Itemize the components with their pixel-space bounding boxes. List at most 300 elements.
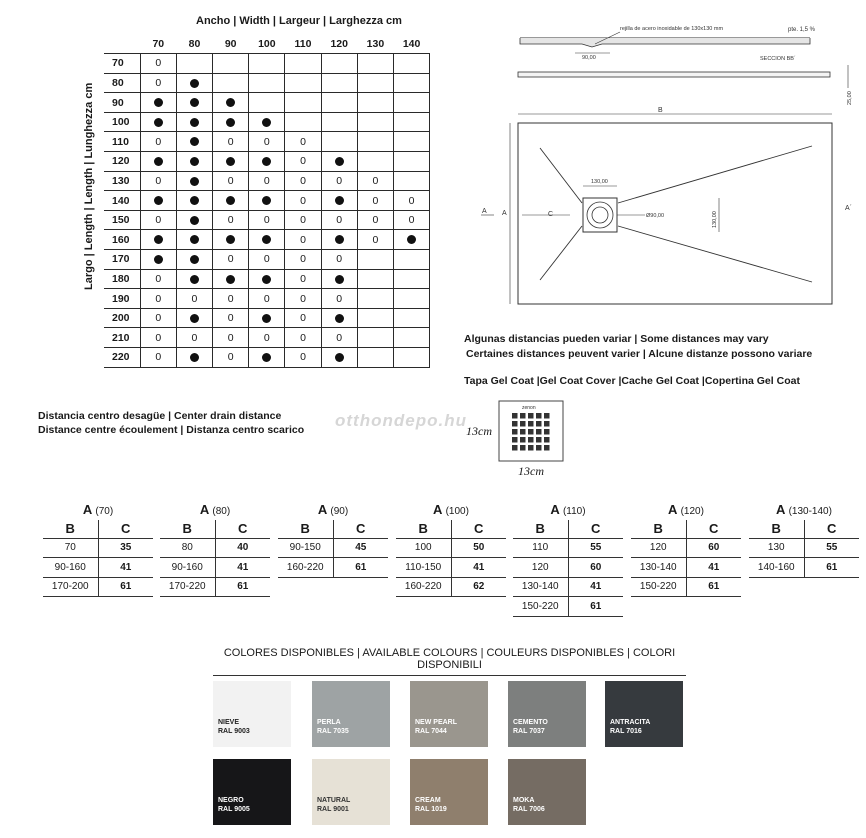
matrix-cell: 0 [140,54,176,74]
matrix-cell-empty [357,269,393,289]
color-swatch [213,681,291,747]
length-b-cell: 140-160 [749,558,804,578]
matrix-cell: 0 [213,210,249,230]
section-label: SECCION BB´ [760,56,796,62]
matrix-row-header: 190 [104,289,140,309]
cover-slot [528,445,534,451]
matrix-cell-empty [176,54,212,74]
matrix-cell: 0 [285,210,321,230]
dot-icon [154,98,163,107]
matrix-row [104,191,430,211]
swatch-ral: RAL 9001 [317,806,349,813]
table-row [631,577,741,597]
color-swatch [410,759,488,825]
dot-icon [335,196,344,205]
matrix-cell: 0 [249,289,285,309]
matrix-cell: 0 [321,171,357,191]
dot-icon [262,314,271,323]
cover-slot [536,445,542,451]
dot-icon [226,235,235,244]
distance-c-cell: 61 [568,597,623,617]
color-swatch [508,759,586,825]
distance-table-heading [749,502,859,520]
matrix-row-header: 180 [104,269,140,289]
matrix-cell-empty [213,73,249,93]
matrix-col-header: 80 [188,37,201,50]
matrix-cell: 0 [285,132,321,152]
swatch-name: NATURAL [317,797,351,804]
dim-c: C [548,211,554,218]
matrix-cell-empty [321,54,357,74]
matrix-cell-dot [176,191,212,211]
swatch-label [610,718,650,736]
matrix-cell-empty [285,73,321,93]
matrix-cell-empty [321,73,357,93]
matrix-cell-empty [394,250,430,270]
matrix-cell-empty [249,73,285,93]
matrix-cell: 0 [321,289,357,309]
matrix-cell: 0 [249,210,285,230]
matrix-col-header: 90 [224,37,237,50]
dot-icon [262,353,271,362]
length-b-cell: 90-160 [43,558,98,578]
matrix-cell: 0 [285,230,321,250]
matrix-row-header: 130 [104,171,140,191]
matrix-cell: 0 [140,210,176,230]
dim-90: 90,00 [582,55,596,61]
dot-icon [154,196,163,205]
matrix-cell: 0 [213,308,249,328]
distance-c-cell: 41 [215,558,270,578]
matrix-cell: 0 [176,289,212,309]
width-a-value: (90) [330,506,349,517]
table-row [631,558,741,578]
matrix-cell-empty [357,73,393,93]
cover-slot [512,437,518,443]
distance-table [43,502,153,597]
distance-table-heading [160,502,270,520]
dim-130-h: 130,00 [591,179,608,185]
col-header-b: B [278,520,333,538]
matrix-cell-empty [249,54,285,74]
matrix-cell-dot [213,230,249,250]
cover-slot [520,429,526,435]
matrix-cell: 0 [357,230,393,250]
length-b-cell: 170-200 [43,577,98,597]
distance-c-cell: 41 [451,558,506,578]
matrix-cell-dot [176,308,212,328]
matrix-cell-empty [357,289,393,309]
col-header-b: B [631,520,686,538]
matrix-row [104,308,430,328]
col-header-c: C [215,520,270,538]
matrix-cell-empty [394,112,430,132]
swatch-label [513,796,545,814]
table-row [160,538,270,558]
cover-slot [536,413,542,419]
cover-slot [512,421,518,427]
swatch-label [415,718,457,736]
cover-slot [544,437,550,443]
dot-icon [262,235,271,244]
colors-title: COLORES DISPONIBLES | AVAILABLE COLOURS | COULEURS DISPONIBLES | COLORI DISPONIBILI [213,647,686,676]
swatch-ral: RAL 7044 [415,728,447,735]
cover-slot [544,429,550,435]
matrix-cell-empty [394,348,430,368]
matrix-col-header: 130 [366,37,385,50]
matrix-cell: 0 [285,171,321,191]
table-row [278,538,388,558]
matrix-cell: 0 [249,171,285,191]
dot-icon [262,157,271,166]
table-row [513,597,623,617]
matrix-row-header: 110 [104,132,140,152]
cover-slot [528,421,534,427]
swatch-label [513,718,548,736]
matrix-cell-dot [176,348,212,368]
col-header-c: C [333,520,388,538]
dot-icon [190,255,199,264]
matrix-cell-dot [176,112,212,132]
table-row [631,538,741,558]
length-b-cell: 130 [749,538,804,558]
swatch-name: NEGRO [218,797,244,804]
length-b-cell: 130-140 [631,558,686,578]
matrix-cell: 0 [285,191,321,211]
matrix-cell-empty [321,93,357,113]
distance-c-cell: 62 [451,577,506,597]
color-swatch [605,681,683,747]
matrix-row [104,230,430,250]
cover-slot [528,413,534,419]
dim-a: A [502,210,507,217]
table-row [43,538,153,558]
dot-icon [226,275,235,284]
matrix-cell-empty [357,250,393,270]
matrix-cell-dot [321,308,357,328]
length-b-cell: 170-220 [160,577,215,597]
distance-table-heading [513,502,623,520]
table-row [278,558,388,578]
table-row [396,577,506,597]
matrix-cell-empty [321,112,357,132]
matrix-col-header: 120 [330,37,348,50]
length-b-cell: 110-150 [396,558,451,578]
dot-icon [335,157,344,166]
distance-c-cell: 55 [804,538,859,558]
matrix-cell-dot [394,230,430,250]
matrix-cell: 0 [249,328,285,348]
distance-c-cell: 61 [804,558,859,578]
plan-view [481,107,852,304]
dim-b: B [658,107,663,114]
matrix-cell: 0 [357,191,393,211]
matrix-cell-dot [176,230,212,250]
cover-slot [528,429,534,435]
color-swatch [312,759,390,825]
matrix-cell: 0 [357,171,393,191]
note-line-2: Certaines distances peuvent varier | Alcune distanze possono variare [466,348,813,360]
distance-c-cell: 50 [451,538,506,558]
matrix-cell: 0 [213,348,249,368]
matrix-cell: 0 [213,132,249,152]
col-header-c: C [451,520,506,538]
swatch-label [218,718,250,736]
matrix-cell-dot [249,269,285,289]
dot-icon [154,118,163,127]
width-a-label: A [776,502,785,517]
table-row [513,538,623,558]
swatch-ral: RAL 7037 [513,728,545,735]
matrix-cell-dot [213,269,249,289]
matrix-cell: 0 [321,328,357,348]
dot-icon [335,275,344,284]
length-b-cell: 110 [513,538,568,558]
matrix-cell-dot [213,191,249,211]
matrix-cell: 0 [357,210,393,230]
cover-slot [536,429,542,435]
distance-c-cell: 61 [333,558,388,578]
swatch-name: CREAM [415,797,441,804]
length-b-cell: 70 [43,538,98,558]
table-row [513,577,623,597]
matrix-cell: 0 [285,348,321,368]
dot-icon [190,216,199,225]
width-a-label: A [550,502,560,517]
matrix-cell-empty [357,132,393,152]
distance-c-cell: 41 [686,558,741,578]
width-a-label: A [82,502,92,517]
distance-table [513,502,623,617]
matrix-row [104,269,430,289]
length-b-cell: 80 [160,538,215,558]
matrix-cell: 0 [249,132,285,152]
cover-slot [544,445,550,451]
dot-icon [262,196,271,205]
matrix-cell: 0 [176,328,212,348]
dot-icon [335,314,344,323]
matrix-cell-dot [321,230,357,250]
distance-c-cell: 40 [215,538,270,558]
drain-title-line-1: Distancia centro desagüe | Center drain distance [38,410,282,422]
matrix-cell-dot [176,73,212,93]
swatch-name: NEW PEARL [415,719,457,726]
matrix-cell: 0 [213,250,249,270]
matrix-cell: 0 [140,269,176,289]
distance-table-heading [43,502,153,520]
matrix-row [104,54,430,74]
label-a-left: A [482,208,487,215]
matrix-row-header: 120 [104,152,140,172]
cover-slot [544,421,550,427]
width-a-label: A [433,502,442,517]
matrix-cell-empty [249,93,285,113]
dim-phi: Ø90,00 [646,213,665,219]
matrix-cell-dot [321,191,357,211]
length-b-cell: 90-150 [278,538,333,558]
matrix-cell-dot [140,93,176,113]
matrix-cell: 0 [213,289,249,309]
table-row [160,558,270,578]
table-row [749,538,859,558]
matrix-title: Ancho | Width | Largeur | Larghezza cm [196,15,402,27]
matrix-cell: 0 [285,289,321,309]
matrix-row-header: 150 [104,210,140,230]
matrix-cell: 0 [140,289,176,309]
matrix-cell: 0 [140,73,176,93]
matrix-corner [104,34,140,54]
matrix-cell-empty [394,73,430,93]
label-a-prime: A´ [845,205,852,212]
matrix-cell: 0 [321,210,357,230]
length-b-cell: 150-220 [513,597,568,617]
matrix-row [104,348,430,368]
distance-table [160,502,270,597]
length-b-cell: 120 [631,538,686,558]
matrix-cell-empty [357,308,393,328]
dot-icon [190,118,199,127]
matrix-cell: 0 [285,269,321,289]
matrix-cell-empty [321,132,357,152]
matrix-cell: 0 [140,328,176,348]
swatch-ral: RAL 7016 [610,728,642,735]
matrix-cell-dot [249,348,285,368]
cover-slot [520,445,526,451]
matrix-cell-dot [176,152,212,172]
distance-c-cell: 41 [568,577,623,597]
matrix-cell-empty [357,152,393,172]
matrix-cell: 0 [394,191,430,211]
dot-icon [190,314,199,323]
dot-icon [226,157,235,166]
width-a-value: (130-140) [788,506,832,517]
cover-slot [520,413,526,419]
size-matrix [104,34,430,368]
distance-c-cell: 41 [98,558,153,578]
matrix-cell-empty [394,328,430,348]
table-row [396,558,506,578]
table-row [160,577,270,597]
matrix-row [104,73,430,93]
width-a-value: (70) [95,506,114,517]
cover-slot [536,437,542,443]
matrix-cell-dot [213,93,249,113]
matrix-cell-dot [176,171,212,191]
col-header-b: B [160,520,215,538]
dot-icon [190,79,199,88]
dot-icon [154,235,163,244]
matrix-cell-dot [249,308,285,328]
dot-icon [407,235,416,244]
matrix-col-header: 70 [152,37,165,50]
matrix-row [104,152,430,172]
drain-title-line-2: Distance centre écoulement | Distanza centro scarico [38,424,305,436]
dot-icon [226,118,235,127]
cover-slot [520,421,526,427]
swatch-label [317,718,349,736]
matrix-cell-dot [140,250,176,270]
matrix-cell-dot [249,191,285,211]
matrix-cell: 0 [140,348,176,368]
matrix-row-header: 160 [104,230,140,250]
width-a-value: (110) [562,506,586,517]
table-row [749,558,859,578]
dot-icon [190,137,199,146]
color-swatch [213,759,291,825]
col-header-c: C [568,520,623,538]
matrix-side-title: Largo | Length | Length | Lunghezza cm [83,82,95,290]
note-line-1: Algunas distancias pueden variar | Some distances may vary [464,333,769,345]
matrix-cell-dot [213,152,249,172]
matrix-cell-empty [357,54,393,74]
matrix-row-header: 200 [104,308,140,328]
matrix-cell-empty [394,289,430,309]
dot-icon [262,275,271,284]
matrix-cell-empty [394,308,430,328]
distance-notes [464,332,812,362]
matrix-cell-dot [249,152,285,172]
col-header-b: B [749,520,804,538]
matrix-col-header: 140 [402,37,421,50]
distance-table [631,502,741,597]
width-a-label: A [317,502,327,517]
matrix-col-header: 100 [258,37,276,50]
length-b-cell: 100 [396,538,451,558]
matrix-cell: 0 [140,308,176,328]
swatch-name: MOKA [513,797,535,804]
matrix-cell: 0 [140,171,176,191]
cover-slot [512,429,518,435]
dot-icon [154,255,163,264]
distance-c-cell: 35 [98,538,153,558]
length-b-cell: 120 [513,558,568,578]
distance-c-cell: 61 [98,577,153,597]
matrix-cell-dot [249,230,285,250]
matrix-row [104,171,430,191]
table-row [43,577,153,597]
width-a-label: A [199,502,209,517]
matrix-cell: 0 [213,328,249,348]
matrix-row [104,210,430,230]
drain-distance-title [38,409,304,437]
swatch-name: ANTRACITA [610,719,651,726]
cover-height: 13cm [466,424,492,438]
matrix-cell-dot [321,152,357,172]
width-a-value: (80) [212,506,231,517]
cover-brand: zenon [522,405,536,411]
matrix-cell-empty [285,93,321,113]
matrix-cell-empty [394,171,430,191]
cover-slot [520,437,526,443]
matrix-row-header: 170 [104,250,140,270]
cover-slot [536,421,542,427]
distance-table [278,502,388,578]
matrix-cell-empty [394,132,430,152]
distance-c-cell: 60 [568,558,623,578]
matrix-row [104,132,430,152]
matrix-cell-dot [140,230,176,250]
matrix-cell-dot [213,112,249,132]
matrix-cell: 0 [213,171,249,191]
section-view [518,26,853,105]
distance-c-cell: 60 [686,538,741,558]
length-b-cell: 150-220 [631,577,686,597]
matrix-cell-dot [176,269,212,289]
dot-icon [262,118,271,127]
distance-c-cell: 61 [215,577,270,597]
matrix-cell: 0 [285,308,321,328]
matrix-cell-empty [394,93,430,113]
